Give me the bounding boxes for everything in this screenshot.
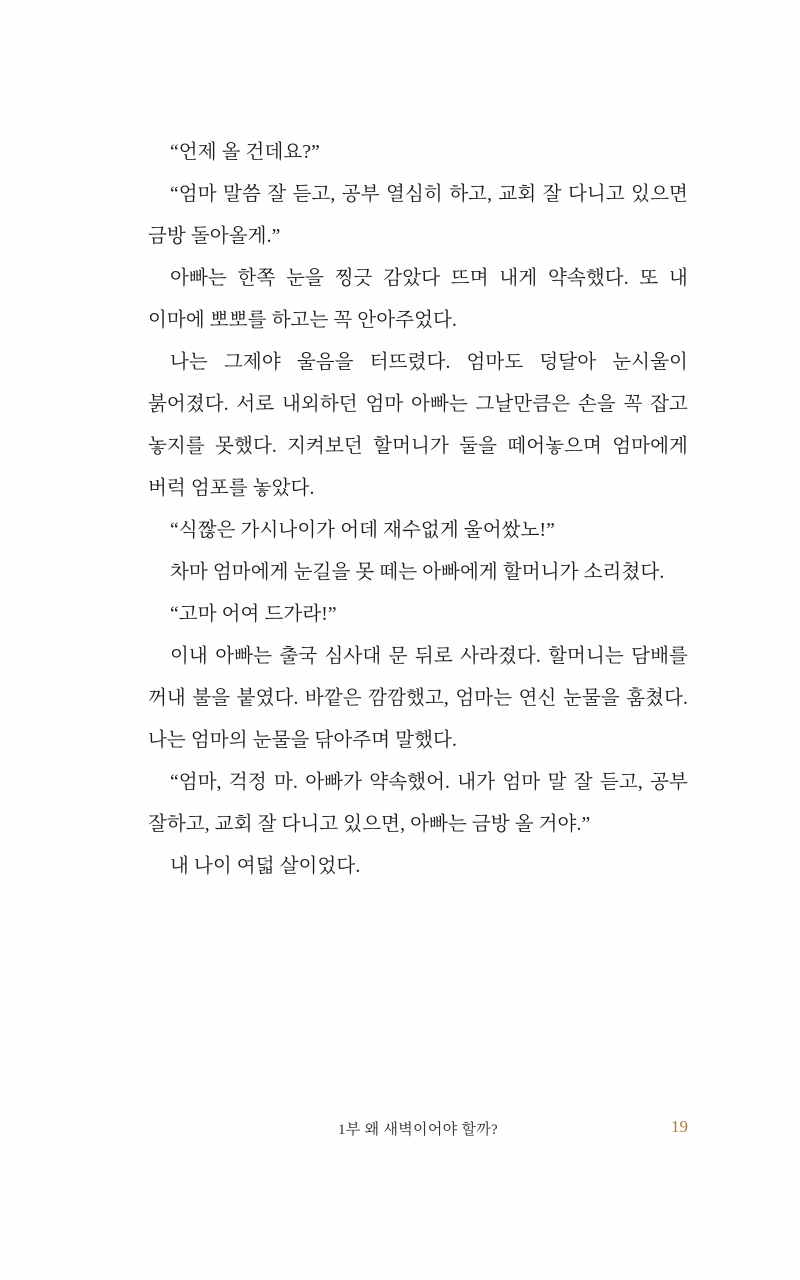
paragraph: “언제 올 건데요?” xyxy=(170,142,320,163)
paragraph: “엄마 말씀 잘 듣고, 공부 열심히 하고, 교회 잘 다니고 있으면 금방 돌아올게.” xyxy=(148,184,688,247)
paragraph: “식짢은 가시나이가 어데 재수없게 울어쌌노!” xyxy=(170,520,555,541)
page-footer xyxy=(148,1118,688,1148)
paragraph: “고마 어여 드가라!” xyxy=(170,604,337,625)
paragraph: 내 나이 여덟 살이었다. xyxy=(170,856,361,877)
paragraph: 아빠는 한쪽 눈을 찡긋 감았다 뜨며 내게 약속했다. 또 내 이마에 뽀뽀를 하고는 꼭 안아주었다. xyxy=(148,268,688,331)
paragraph: “엄마, 걱정 마. 아빠가 약속했어. 내가 엄마 말 잘 듣고, 공부 잘하고, 교회 잘 다니고 있으면, 아빠는 금방 올 거야.” xyxy=(148,772,688,835)
running-head-title: 1부 왜 새벽이어야 할까? xyxy=(337,1122,499,1138)
paragraph: 나는 그제야 울음을 터뜨렸다. 엄마도 덩달아 눈시울이 붉어졌다. 서로 내외하던 엄마 아빠는 그날만큼은 손을 꼭 잡고 놓지를 못했다. 지켜보던 할머니가 둘을 떼어놓으며 엄마에게 버럭 엄포를 놓았다. xyxy=(148,352,688,499)
page-number: 19 xyxy=(671,1117,688,1136)
paragraph: 이내 아빠는 출국 심사대 문 뒤로 사라졌다. 할머니는 담배를 꺼내 불을 붙였다. 바깥은 깜깜했고, 엄마는 연신 눈물을 훔쳤다. 나는 엄마의 눈물을 닦아주며 말했다. xyxy=(148,646,688,751)
page-body-text xyxy=(148,132,688,888)
paragraph: 차마 엄마에게 눈길을 못 떼는 아빠에게 할머니가 소리쳤다. xyxy=(170,562,665,583)
